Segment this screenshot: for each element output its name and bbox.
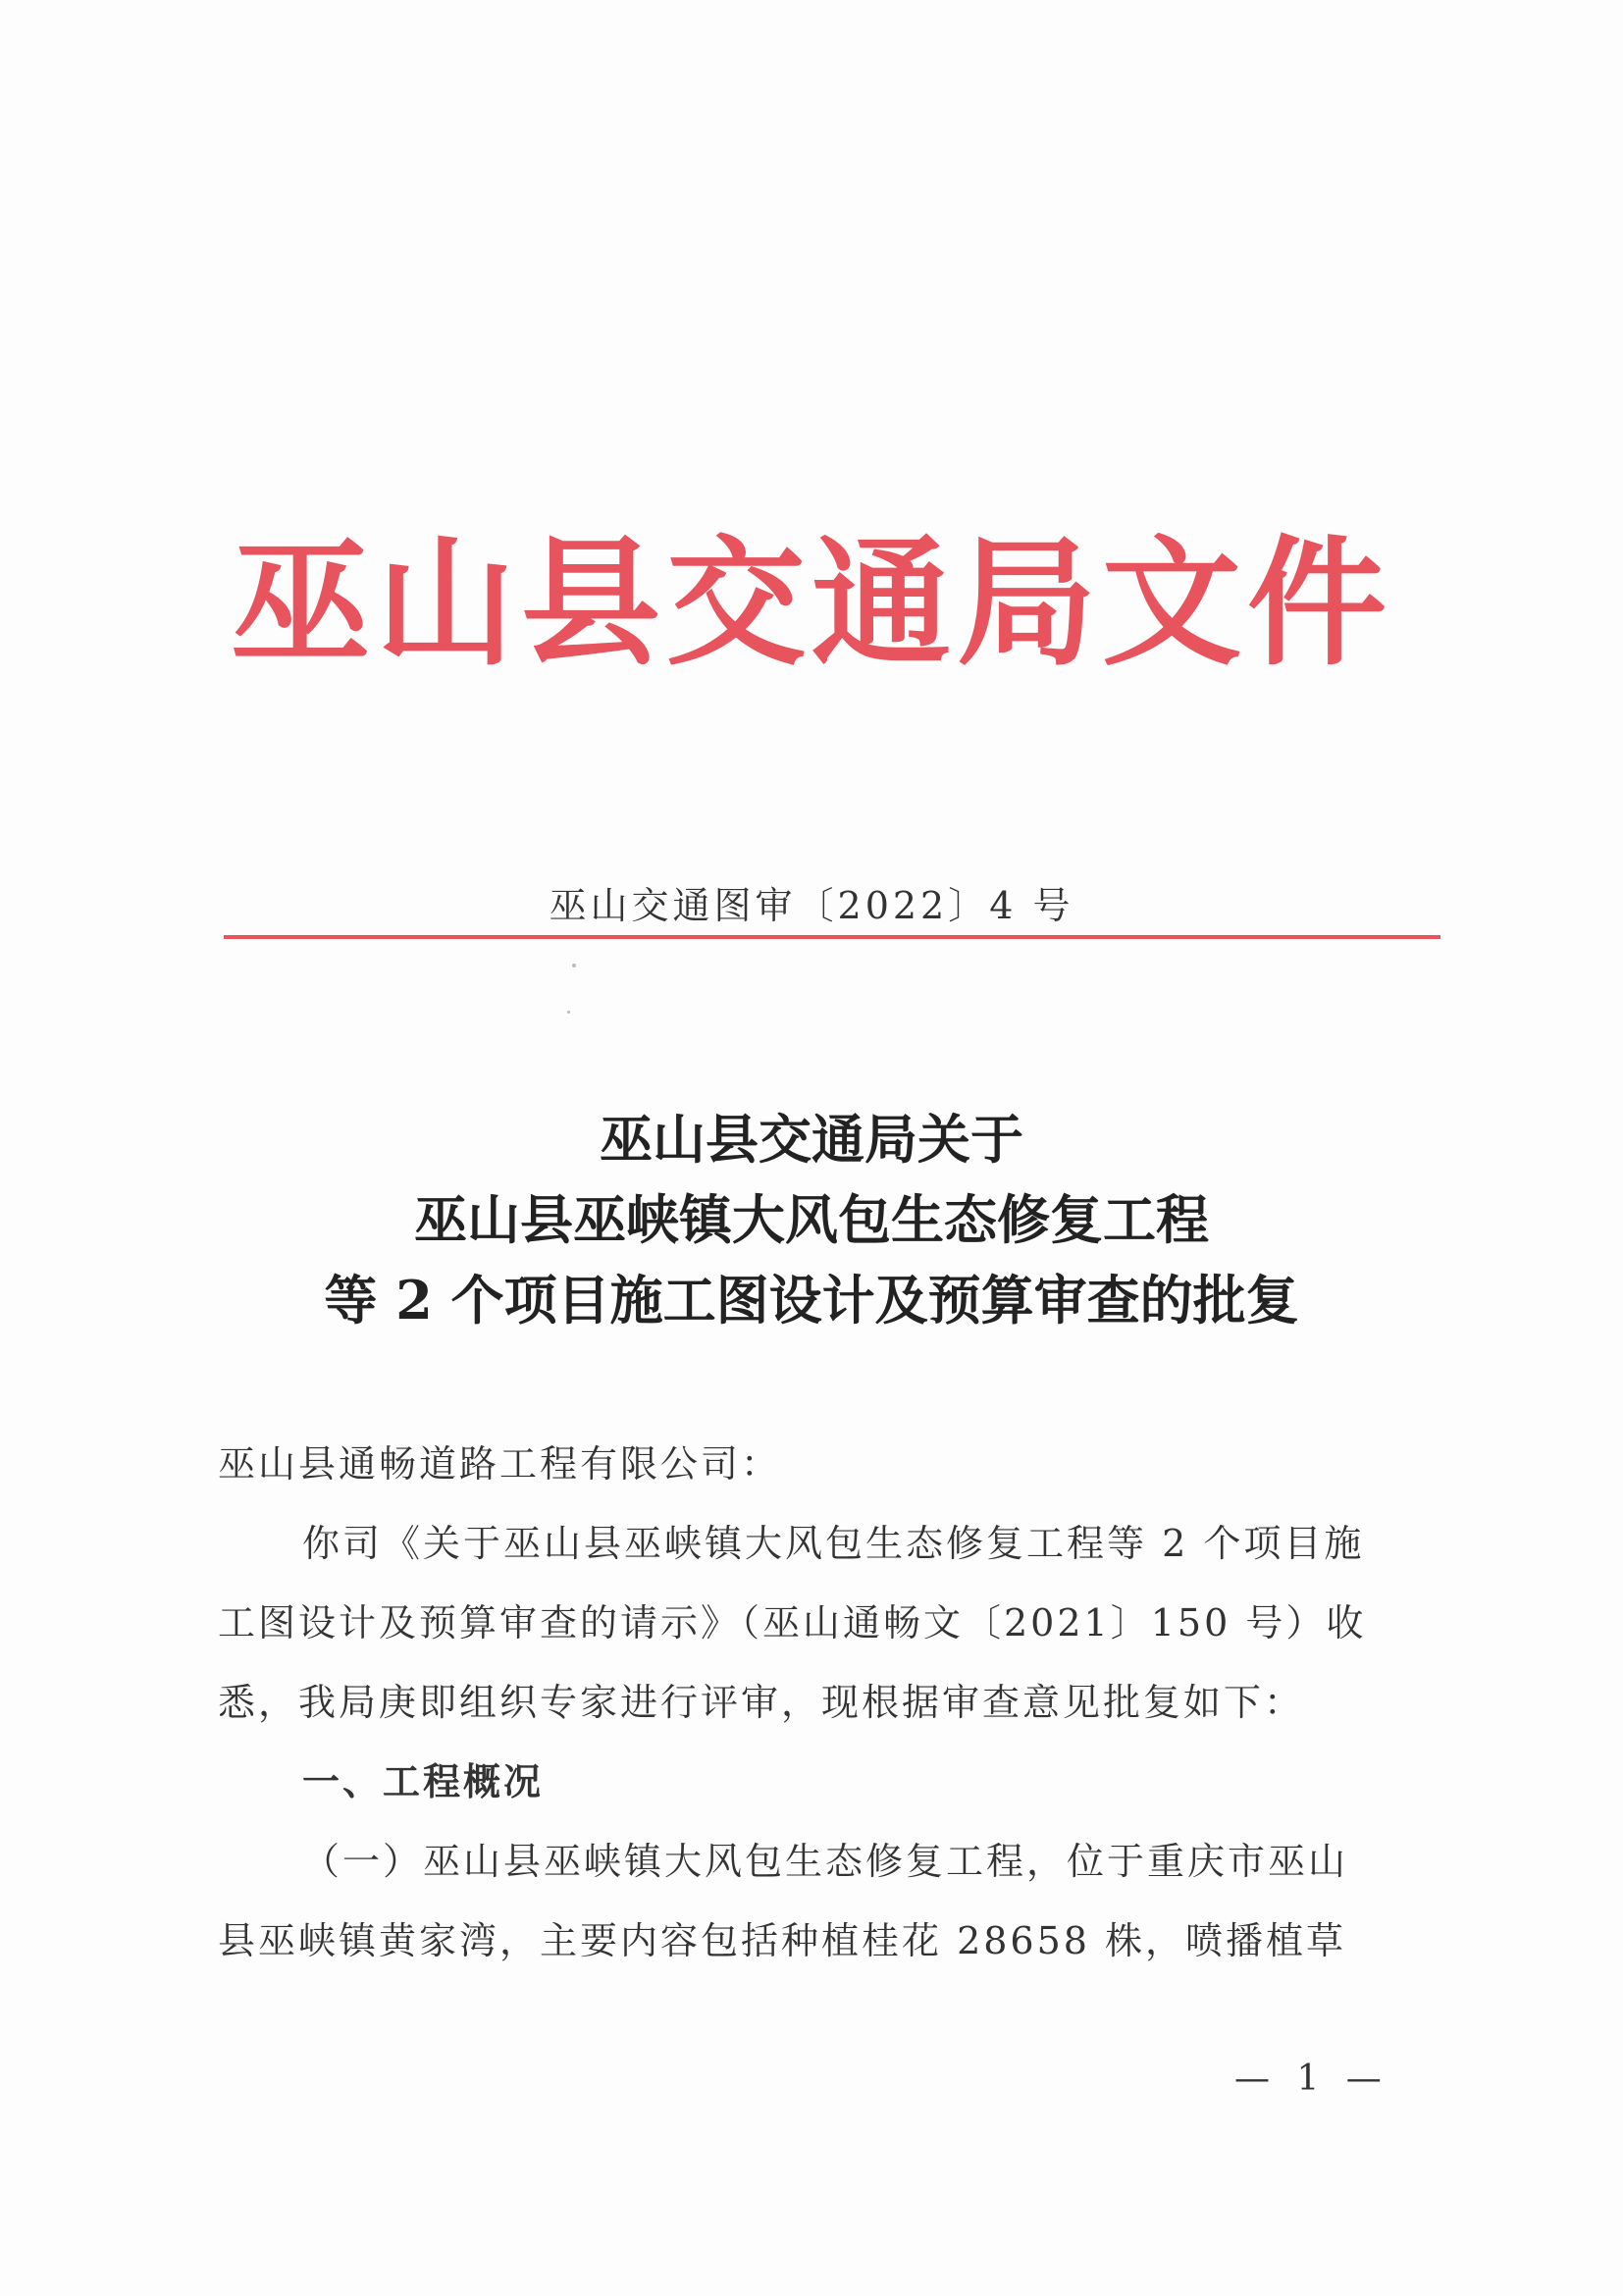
title-line-2: 巫山县巫峡镇大风包生态修复工程 <box>414 1188 1209 1251</box>
scan-speck <box>567 1011 570 1014</box>
page-number: — 1 — <box>1234 2059 1389 2099</box>
paragraph-1-line-1: 你司《关于巫山县巫峡镇大风包生态修复工程等 2 个项目施 <box>302 1522 1365 1565</box>
scan-speck <box>572 964 576 967</box>
paragraph-1-line-3: 悉，我局庚即组织专家进行评审，现根据审查意见批复如下： <box>218 1681 1305 1724</box>
title-line-3: 等 2 个项目施工图设计及预算审查的批复 <box>324 1269 1299 1331</box>
paragraph-2-line-2: 县巫峡镇黄家湾，主要内容包括种植桂花 28658 株，喷播植草 <box>218 1919 1347 1962</box>
document-title <box>0 1099 1623 1340</box>
addressee: 巫山县通畅道路工程有限公司： <box>218 1442 782 1486</box>
red-separator-rule <box>224 935 1440 939</box>
paragraph-1-line-2: 工图设计及预算审查的请示》（巫山通畅文〔2021〕150 号）收 <box>218 1601 1367 1644</box>
section-1-heading: 一、工程概况 <box>302 1760 545 1803</box>
masthead-title: 巫山县交通局文件 <box>231 523 1392 685</box>
document-body <box>218 1435 1435 1991</box>
title-line-1: 巫山县交通局关于 <box>600 1108 1023 1171</box>
document-number: 巫山交通图审〔2022〕4 号 <box>549 884 1074 927</box>
paragraph-2-line-1: （一）巫山县巫峡镇大风包生态修复工程，位于重庆市巫山 <box>302 1840 1349 1883</box>
